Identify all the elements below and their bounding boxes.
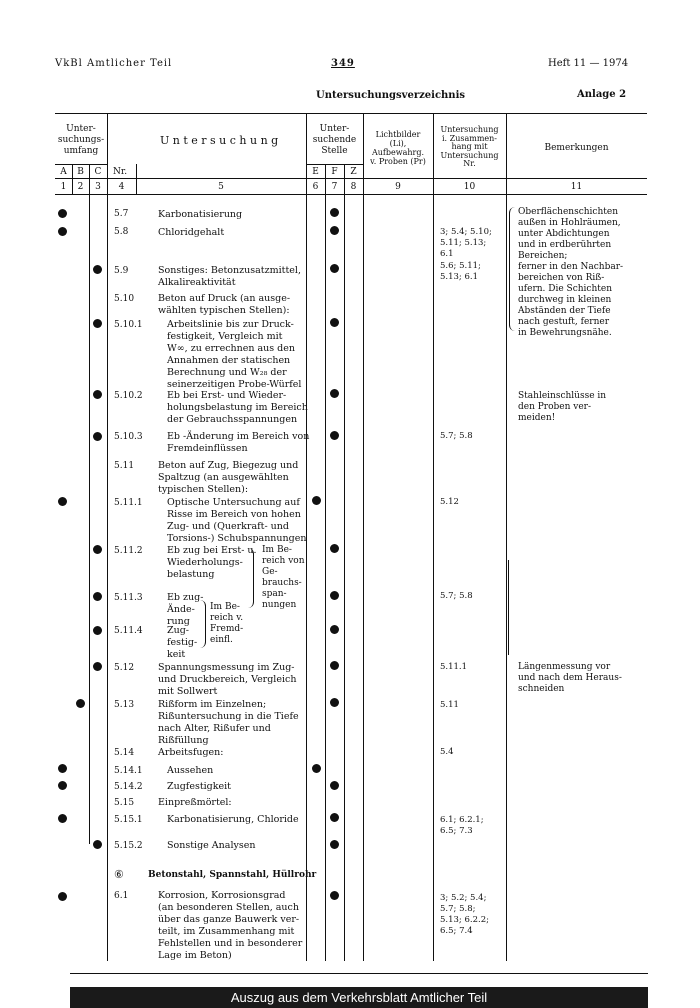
row-nr: 5.15.1 [114, 815, 143, 825]
document-title: Untersuchungsverzeichnis [316, 90, 466, 101]
row-text: Zug- festig- keit [167, 625, 198, 660]
header-z: Z [350, 167, 357, 177]
row-text: Eb bei Erst- und Wieder- holungsbelastung im Bereich der Gebrauchsspannungen [167, 390, 308, 425]
related-refs: 5.7; 5.8 [440, 591, 473, 601]
row-nr: 5.10.2 [114, 391, 143, 401]
row-nr: 5.7 [114, 209, 129, 219]
page-number: 349 [331, 58, 355, 69]
remark-text: Stahleinschlüsse in den Proben ver- meiden! [518, 391, 607, 423]
row-text: Arbeitsfugen: [158, 747, 224, 758]
related-refs: 5.6; 5.11; 5.13; 6.1 [440, 261, 481, 282]
row-text: Eb zug- Ände- rung [167, 592, 204, 627]
row-text: Sonstiges: Betonzusatzmittel, Alkalireaktivität [158, 265, 301, 288]
header-a: A [60, 167, 67, 177]
row-nr: 5.11.1 [114, 498, 143, 508]
related-refs: 3; 5.2; 5.4; 5.7; 5.8; 5.13; 6.2.2; 6.5; 7.4 [440, 893, 489, 936]
remark-bracket-line [508, 560, 509, 655]
related-refs: 5.11.1 [440, 662, 468, 672]
header-f: F [331, 167, 338, 177]
row-text: Optische Untersuchung auf Risse im Bereich von hohen Zug- und (Querkraft- und Torsions-) Schubspannungen [167, 497, 307, 544]
row-nr: 5.14.2 [114, 782, 143, 792]
header-b: B [77, 167, 84, 177]
related-refs: 6.1; 6.2.1; 6.5; 7.3 [440, 815, 484, 836]
header-bemerkungen: Bemerkungen [544, 143, 609, 153]
row-side-note: Im Be- reich v. Fremd- einfl. [210, 602, 244, 645]
section-number: ⑥ [114, 868, 124, 881]
brace-right [248, 548, 254, 608]
row-nr: 5.14.1 [114, 766, 143, 776]
header-e: E [312, 167, 319, 177]
related-refs: 5.7; 5.8 [440, 431, 473, 441]
section-title: Betonstahl, Spannstahl, Hüllrohr [148, 870, 317, 880]
journal-name: VkBl Amtlicher Teil [55, 58, 173, 69]
row-text: Rißform im Einzelnen; Rißuntersuchung in die Tiefe nach Alter, Rißufer und Rißfüllung [158, 699, 299, 746]
row-text: Aussehen [167, 765, 214, 776]
row-nr: 5.15.2 [114, 841, 143, 851]
row-text: Beton auf Zug, Biegezug und Spaltzug (an ausgewählten typischen Stellen): [158, 460, 299, 495]
row-nr: 5.12 [114, 663, 135, 673]
header-zusammenhang: Untersuchung i. Zusammen- hang mit Untersuchung Nr. [440, 125, 499, 168]
row-text: Beton auf Druck (an ausge- wählten typischen Stellen): [158, 293, 291, 316]
annex-label: Anlage 2 [577, 89, 627, 100]
header-untersuchung: U n t e r s u c h u n g [160, 134, 279, 147]
header-stelle: Unter- suchende Stelle [312, 124, 357, 156]
related-refs: 5.12 [440, 497, 459, 507]
brace-left [509, 207, 515, 331]
row-text: Chloridgehalt [158, 227, 225, 238]
row-text: Zugfestigkeit [167, 781, 231, 792]
row-text: Arbeitslinie bis zur Druck- festigkeit, Vergleich mit W∞, zu errechnen aus den Annahmen der statischen Berechnung und W₂₈ der seinerzeitigen Probe-Würfel [167, 319, 302, 390]
row-side-note: Im Be- reich von Ge- brauchs- span- nungen [262, 545, 305, 610]
remark-text: Oberflächenschichten außen in Hohlräumen, unter Abdichtungen und in erdberührten Bereichen; ferner in den Nachbar- bereichen von Riß- ufern. Die Schichten durchweg in kleinen Abständen der Tiefe nach gestuft, ferner in Bewehrungsnähe. [518, 207, 624, 338]
row-text: Eb zug bei Erst- u. Wiederholungs- belastung [167, 545, 257, 580]
row-text: Karbonatisierung, Chloride [167, 814, 299, 825]
row-nr: 5.11.2 [114, 546, 143, 556]
issue-number: Heft 11 — 1974 [548, 58, 629, 69]
row-nr: 5.10 [114, 294, 135, 304]
related-refs: 5.11 [440, 700, 459, 710]
row-nr: 5.10.1 [114, 320, 143, 330]
row-text: Korrosion, Korrosionsgrad (an besonderen Stellen, auch über das ganze Bauwerk ver- teilt, im Zusammenhang mit Fehlstellen und in besonderer Lage im Beton) [158, 890, 303, 961]
header-c: C [94, 167, 102, 177]
header-lichtbilder: Lichtbilder (Li), Aufbewahrg. v. Proben (Pr) [370, 130, 426, 166]
row-nr: 5.15 [114, 798, 135, 808]
row-nr: 6.1 [114, 891, 129, 901]
footer-banner: Auszug aus dem Verkehrsblatt Amtlicher Teil [70, 987, 648, 1008]
remark-text: Längenmessung vor und nach dem Heraus- schneiden [518, 662, 622, 694]
related-refs: 5.4 [440, 747, 454, 757]
row-nr: 5.8 [114, 227, 129, 237]
row-text: Sonstige Analysen [167, 840, 256, 851]
row-text: Eb -Änderung im Bereich von Fremdeinflüssen [167, 431, 310, 454]
row-nr: 5.11.3 [114, 593, 143, 603]
brace-right [200, 600, 206, 648]
header-nr: Nr. [113, 167, 128, 177]
related-refs: 3; 5.4; 5.10; 5.11; 5.13; 6.1 [440, 227, 492, 259]
row-nr: 5.11 [114, 461, 135, 471]
header-umfang: Unter- suchungs- umfang [57, 124, 105, 156]
row-text: Einpreßmörtel: [158, 797, 232, 808]
row-nr: 5.11.4 [114, 626, 143, 636]
row-nr: 5.14 [114, 748, 135, 758]
bottom-rule [70, 973, 648, 974]
row-nr: 5.9 [114, 266, 129, 276]
row-text: Spannungsmessung im Zug- und Druckbereich, Vergleich mit Sollwert [158, 662, 297, 697]
row-text: Karbonatisierung [158, 209, 243, 220]
row-nr: 5.13 [114, 700, 135, 710]
row-nr: 5.10.3 [114, 432, 143, 442]
